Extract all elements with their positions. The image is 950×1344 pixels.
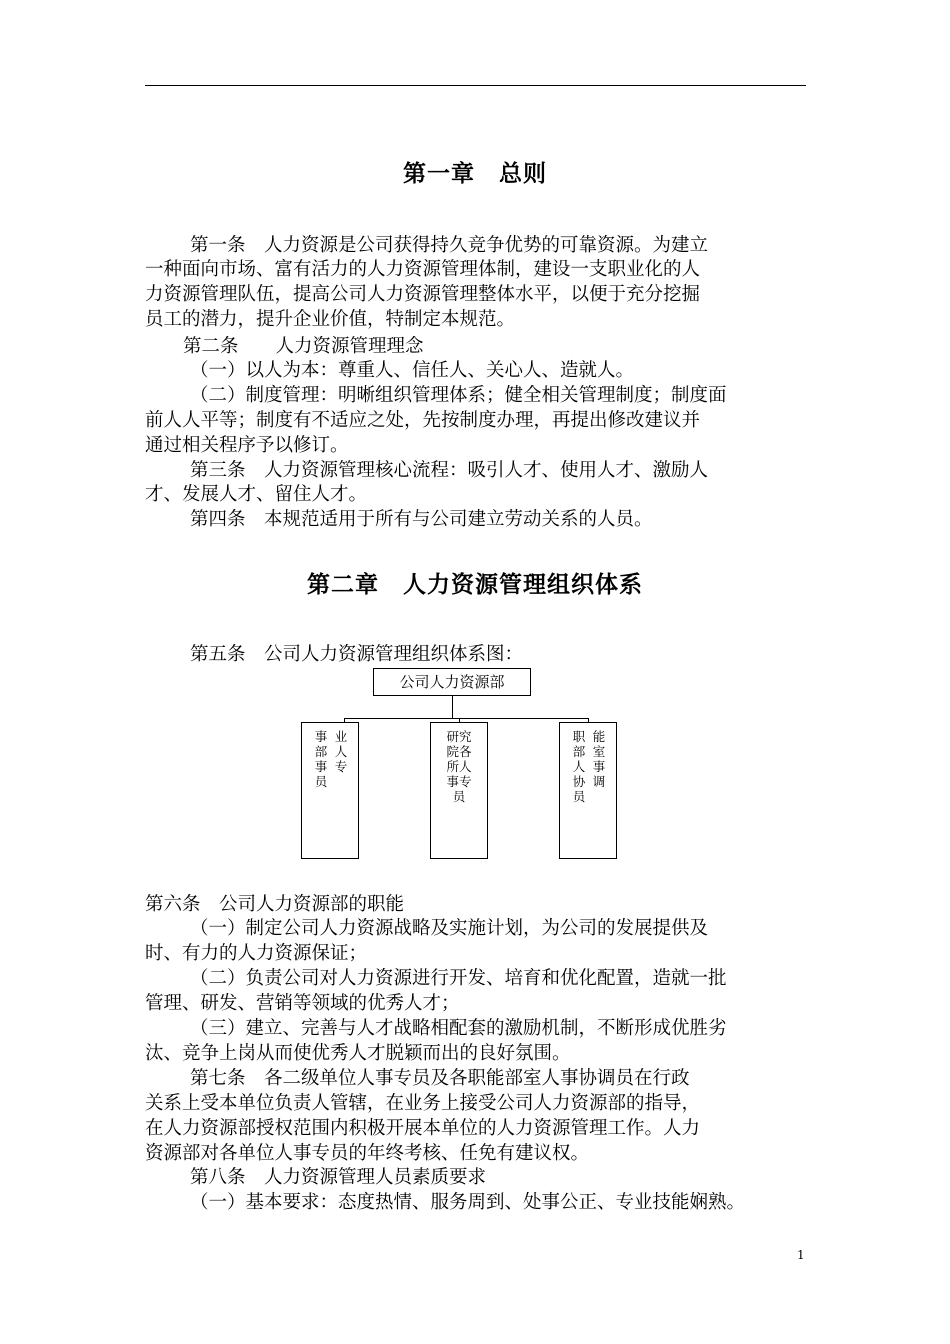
article-2-item-1: （一）以人为本：尊重人、信任人、关心人、造就人。 (190, 360, 635, 381)
article-6-item-3-line-1: （三）建立、完善与人才战略相配套的激励机制，不断形成优胜劣 (190, 1018, 727, 1039)
article-2-item-2-line-2: 前人人平等；制度有不适应之处，先按制度办理，再提出修改建议并 (145, 410, 701, 431)
org-box-1-col-1: 事部事员 (314, 729, 328, 789)
article-7-line-2: 关系上受本单位负责人管辖，在业务上接受公司人力资源部的指导， (145, 1093, 701, 1114)
article-7-line-4: 资源部对各单位人事专员的年终考核、任免有建议权。 (145, 1143, 590, 1164)
chapter-2-title: 第二章 人力资源管理组织体系 (307, 572, 643, 598)
article-6-item-2-line-1: （二）负责公司对人力资源进行开发、培育和优化配置，造就一批 (190, 968, 727, 989)
article-6-item-1-line-2: 时、有力的人力资源保证； (145, 943, 368, 964)
article-2-item-2-line-3: 通过相关程序予以修订。 (145, 435, 349, 456)
article-5: 第五条 公司人力资源管理组织体系图： (190, 644, 524, 665)
article-8-heading: 第八条 人力资源管理人员素质要求 (190, 1167, 487, 1188)
org-box-3-col-1: 职部人协员 (572, 729, 586, 804)
org-top-box: 公司人力资源部 (373, 668, 531, 696)
org-connector-stem (452, 696, 453, 718)
article-2-heading: 第二条 人力资源管理理念 (183, 336, 424, 357)
article-6-item-2-line-2: 管理、研发、营销等领域的优秀人才； (145, 993, 460, 1014)
org-box-institutes (430, 722, 488, 859)
org-connector-bar (344, 718, 589, 719)
org-box-business-unit (301, 722, 359, 859)
article-8-item-1: （一）基本要求：态度热情、服务周到、处事公正、专业技能娴熟。 (190, 1192, 746, 1213)
article-6-heading: 第六条 公司人力资源部的职能 (145, 894, 405, 915)
article-3-line-2: 才、发展人才、留住人才。 (145, 484, 368, 505)
page-number: 1 (797, 1248, 805, 1262)
article-7-line-1: 第七条 各二级单位人事专员及各职能部室人事协调员在行政 (190, 1068, 690, 1089)
org-box-3-col-2: 能室事调 (592, 729, 606, 789)
article-6-item-1-line-1: （一）制定公司人力资源战略及实施计划，为公司的发展提供及 (190, 918, 709, 939)
article-7-line-3: 在人力资源部授权范围内积极开展本单位的人力资源管理工作。人力 (145, 1118, 701, 1139)
org-box-1-col-2: 业人专 (334, 729, 348, 774)
article-1-line-4: 员工的潜力，提升企业价值，特制定本规范。 (145, 309, 516, 330)
article-1-line-3: 力资源管理队伍，提高公司人力资源管理整体水平，以便于充分挖掘 (145, 284, 701, 305)
org-box-departments (559, 722, 617, 859)
article-1-line-2: 一种面向市场、富有活力的人力资源管理体制，建设一支职业化的人 (145, 259, 701, 280)
article-2-item-2-line-1: （二）制度管理：明晰组织管理体系；健全相关管理制度；制度面 (190, 385, 727, 406)
org-box-2-text: 研究院各所人事专员 (446, 729, 472, 804)
article-3-line-1: 第三条 人力资源管理核心流程：吸引人才、使用人才、激励人 (190, 460, 709, 481)
article-6-item-3-line-2: 汰、竞争上岗从而使优秀人才脱颖而出的良好氛围。 (145, 1043, 571, 1064)
article-4: 第四条 本规范适用于所有与公司建立劳动关系的人员。 (190, 509, 653, 530)
article-1-line-1: 第一条 人力资源是公司获得持久竞争优势的可靠资源。为建立 (190, 235, 709, 256)
header-rule (145, 85, 806, 86)
chapter-1-title: 第一章 总则 (403, 161, 547, 187)
